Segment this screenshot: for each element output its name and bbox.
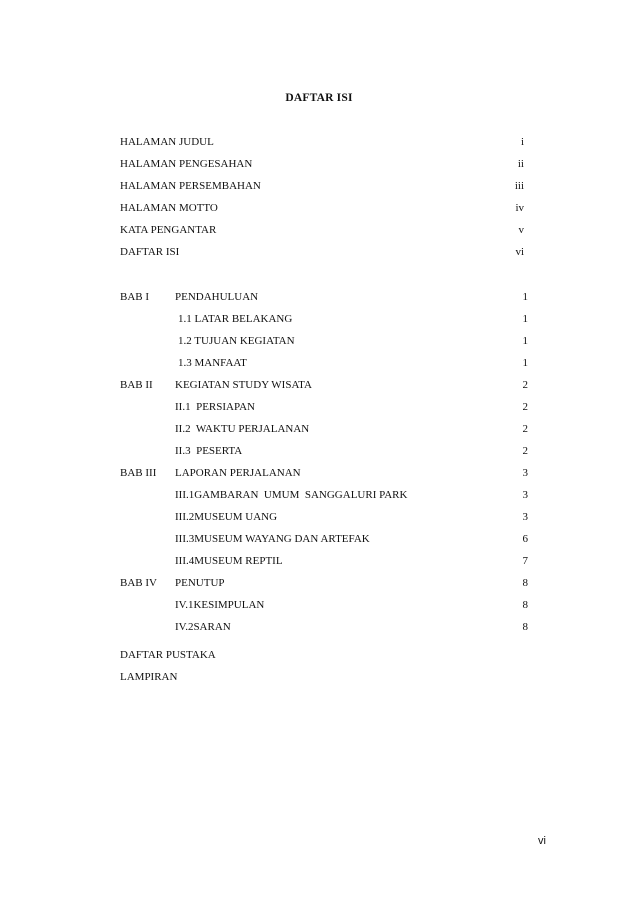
toc-entry-page: 2 bbox=[522, 379, 528, 391]
toc-entry-chapter-1 bbox=[175, 289, 528, 305]
toc-entry-page: 3 bbox=[522, 511, 528, 523]
toc-entry-page: 1 bbox=[522, 335, 528, 347]
toc-entry-page: 6 bbox=[522, 533, 528, 545]
toc-entry-page: 1 bbox=[522, 357, 528, 369]
toc-entry-label: HALAMAN PENGESAHAN bbox=[120, 158, 253, 170]
toc-entry-label: III.2MUSEUM UANG bbox=[175, 511, 278, 523]
toc-entry-halaman-motto bbox=[120, 200, 524, 216]
toc-entry-label: HALAMAN PERSEMBAHAN bbox=[120, 180, 261, 192]
chapter-number: BAB IV bbox=[120, 577, 157, 589]
toc-entry-page: 1 bbox=[522, 313, 528, 325]
toc-entry-label: 1.2 TUJUAN KEGIATAN bbox=[178, 335, 295, 347]
toc-entry-page: v bbox=[518, 224, 524, 236]
toc-entry-section bbox=[175, 421, 528, 437]
toc-entry-section bbox=[175, 509, 528, 525]
toc-entry-halaman-persembahan bbox=[120, 178, 524, 194]
toc-entry-label: III.4MUSEUM REPTIL bbox=[175, 555, 283, 567]
toc-entry-label: II.2 WAKTU PERJALANAN bbox=[175, 423, 310, 435]
toc-entry-page: 2 bbox=[522, 401, 528, 413]
toc-entry-label: IV.2SARAN bbox=[175, 621, 231, 633]
toc-entry-page: vi bbox=[515, 246, 524, 258]
toc-entry-section bbox=[175, 399, 528, 415]
toc-entry-label: LAPORAN PERJALANAN bbox=[175, 467, 301, 479]
page-title: DAFTAR ISI bbox=[285, 92, 353, 104]
toc-entry-section bbox=[175, 553, 528, 569]
toc-entry-chapter-3 bbox=[175, 465, 528, 481]
toc-entry-label: LAMPIRAN bbox=[120, 671, 178, 683]
toc-entry-label: HALAMAN MOTTO bbox=[120, 202, 218, 214]
toc-entry-section bbox=[175, 619, 528, 635]
chapter-number: BAB I bbox=[120, 291, 150, 303]
toc-entry-label: KATA PENGANTAR bbox=[120, 224, 217, 236]
toc-entry-label: III.3MUSEUM WAYANG DAN ARTEFAK bbox=[175, 533, 370, 545]
chapter-number: BAB III bbox=[120, 467, 157, 479]
toc-entry-kata-pengantar bbox=[120, 222, 524, 238]
toc-entry-chapter-2 bbox=[175, 377, 528, 393]
toc-entry-label: II.3 PESERTA bbox=[175, 445, 243, 457]
toc-entry-page: 8 bbox=[522, 577, 528, 589]
toc-entry-page: 2 bbox=[522, 423, 528, 435]
toc-entry-label: II.1 PERSIAPAN bbox=[175, 401, 255, 413]
toc-entry-page: 2 bbox=[522, 445, 528, 457]
toc-entry-page: 1 bbox=[522, 291, 528, 303]
toc-entry-section bbox=[178, 311, 528, 327]
toc-entry-label: KEGIATAN STUDY WISATA bbox=[175, 379, 312, 391]
toc-entry-label: HALAMAN JUDUL bbox=[120, 136, 214, 148]
page-number: vi bbox=[538, 835, 546, 847]
toc-entry-page: 7 bbox=[522, 555, 528, 567]
toc-entry-page: i bbox=[520, 136, 524, 148]
toc-entry-daftar-pustaka bbox=[120, 647, 524, 663]
toc-entry-label: PENUTUP bbox=[175, 577, 225, 589]
toc-entry-page: 8 bbox=[522, 599, 528, 611]
toc-entry-page: iv bbox=[515, 202, 524, 214]
toc-entry-label: DAFTAR PUSTAKA bbox=[120, 649, 216, 661]
chapter-number: BAB II bbox=[120, 379, 153, 391]
toc-entry-label: 1.3 MANFAAT bbox=[178, 357, 247, 369]
toc-entry-section bbox=[178, 333, 528, 349]
toc-entry-page: 8 bbox=[522, 621, 528, 633]
toc-entry-section bbox=[175, 443, 528, 459]
toc-entry-section bbox=[178, 355, 528, 371]
toc-entry-section bbox=[175, 597, 528, 613]
toc-entry-page: 3 bbox=[522, 467, 528, 479]
toc-entry-page: ii bbox=[517, 158, 524, 170]
toc-entry-page: iii bbox=[514, 180, 524, 192]
toc-entry-halaman-judul bbox=[120, 134, 524, 150]
toc-entry-page: 3 bbox=[522, 489, 528, 501]
toc-entry-label: PENDAHULUAN bbox=[175, 291, 259, 303]
toc-entry-label: DAFTAR ISI bbox=[120, 246, 180, 258]
toc-entry-label: III.1GAMBARAN UMUM SANGGALURI PARK bbox=[175, 489, 408, 501]
toc-entry-label: 1.1 LATAR BELAKANG bbox=[178, 313, 293, 325]
toc-entry-label: IV.1KESIMPULAN bbox=[175, 599, 265, 611]
toc-entry-section bbox=[175, 487, 528, 503]
toc-entry-section bbox=[175, 531, 528, 547]
toc-entry-chapter-4 bbox=[175, 575, 528, 591]
toc-entry-halaman-pengesahan bbox=[120, 156, 524, 172]
toc-entry-lampiran bbox=[120, 669, 524, 685]
toc-entry-daftar-isi bbox=[120, 244, 524, 260]
